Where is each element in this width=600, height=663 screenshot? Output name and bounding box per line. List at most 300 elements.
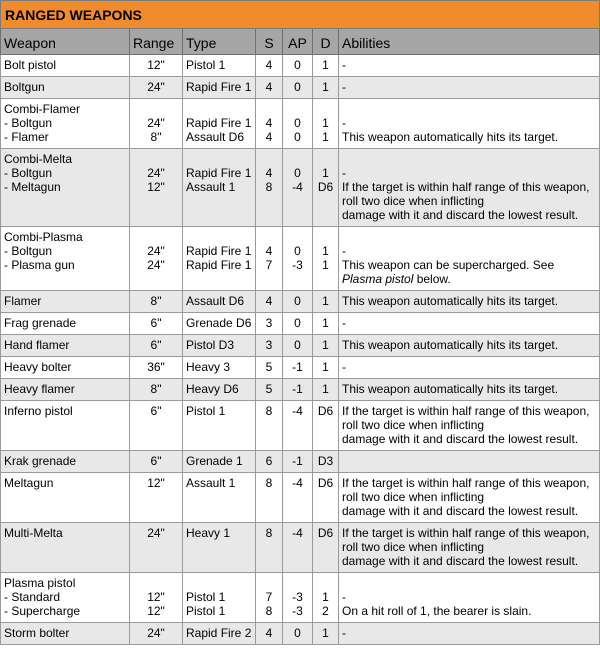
cell-ap [283,379,313,401]
ap-line: 0 [294,166,301,180]
cell-s [256,291,283,313]
cell-abilities [339,55,600,77]
abilities-line: This weapon automatically hits its target. [342,130,559,144]
cell-ap [283,77,313,99]
table-row [1,623,600,645]
weapon-line: - Boltgun [4,244,53,258]
s-line: 4 [265,166,273,180]
type-line: Assault D6 [186,294,245,308]
cell-type [183,451,256,473]
table-row [1,401,600,451]
cell-range [130,573,183,623]
cell-range [130,335,183,357]
cell-range [130,99,183,149]
weapon-line: Combi-Plasma [4,230,83,244]
d-line [316,102,335,116]
weapon-line: Krak grenade [4,454,77,468]
type-line [186,152,252,166]
d-line: 1 [322,166,329,180]
cell-s [256,573,283,623]
cell-type [183,379,256,401]
abilities-tail: below. [413,272,451,286]
range-line: 24" [147,166,165,180]
abilities-line: On a hit roll of 1, the bearer is slain. [342,604,532,618]
cell-abilities [339,313,600,335]
weapon-line: - Supercharge [4,604,81,618]
cell-s [256,401,283,451]
s-line: 8 [265,180,273,194]
cell-d [313,573,339,623]
cell-abilities [339,227,600,291]
ap-line [286,152,309,166]
cell-type [183,313,256,335]
cell-type [183,55,256,77]
ap-line [286,102,309,116]
cell-s [256,227,283,291]
ap-line: 0 [294,294,301,308]
range-line: 12" [147,590,165,604]
ap-line: 0 [294,116,301,130]
cell-type [183,523,256,573]
s-line: 5 [265,360,273,374]
cell-abilities [339,451,600,473]
weapon-line: Flamer [4,294,42,308]
ap-line: 0 [294,130,301,144]
abilities-line [342,102,596,116]
type-line: Heavy D6 [186,382,239,396]
table-row [1,55,600,77]
weapon-line: - Boltgun [4,166,53,180]
weapon-line: Storm bolter [4,626,70,640]
cell-d [313,379,339,401]
range-line: 12" [147,58,165,72]
abilities-line: This weapon can be supercharged. See [342,258,555,272]
d-line: 1 [322,116,329,130]
table-row [1,291,600,313]
abilities-line: - [342,58,346,72]
table-row [1,99,600,149]
d-line: 1 [322,244,329,258]
range-line: 24" [147,80,165,94]
cell-weapon [1,99,130,149]
type-line: Pistol 1 [186,590,226,604]
range-line: 24" [147,244,165,258]
weapon-line: Combi-Melta [4,152,73,166]
weapon-line: - Plasma gun [4,258,75,272]
cell-ap [283,573,313,623]
cell-s [256,55,283,77]
abilities-line: - [342,116,346,130]
abilities-line: - [342,80,346,94]
type-line: Rapid Fire 1 [186,80,252,94]
cell-d [313,473,339,523]
cell-ap [283,623,313,645]
type-line: Pistol 1 [186,404,226,418]
cell-weapon [1,451,130,473]
abilities-line: - [342,244,346,258]
weapon-line: - Meltagun [4,180,61,194]
weapon-line: - Boltgun [4,116,53,130]
cell-range [130,473,183,523]
cell-s [256,451,283,473]
s-line: 4 [265,244,273,258]
s-line: 4 [265,80,273,94]
type-line: Rapid Fire 1 [186,166,252,180]
d-line [316,152,335,166]
cell-abilities [339,149,600,227]
abilities-line: - [342,316,346,330]
table-row [1,77,600,99]
cell-weapon [1,313,130,335]
s-line [259,230,279,244]
ap-line: -1 [292,360,303,374]
weapon-line: Bolt pistol [4,58,57,72]
abilities-line: - [342,166,346,180]
weapon-line: Plasma pistol [4,576,76,590]
cell-range [130,357,183,379]
abilities-line: damage with it and discard the lowest result. [342,554,579,568]
abilities-line: roll two dice when inflicting [342,418,485,432]
s-line: 8 [265,526,273,540]
cell-d [313,99,339,149]
cell-weapon [1,227,130,291]
s-line: 8 [265,476,273,490]
cell-weapon [1,55,130,77]
weapon-line: Hand flamer [4,338,70,352]
type-line: Heavy 1 [186,526,231,540]
d-line: 1 [322,58,329,72]
cell-weapon [1,473,130,523]
abilities-line: roll two dice when inflicting [342,194,485,208]
s-line: 3 [265,316,273,330]
type-line: Rapid Fire 1 [186,244,252,258]
range-line: 24" [147,116,165,130]
ap-line: -3 [292,604,303,618]
cell-ap [283,401,313,451]
cell-abilities [339,379,600,401]
cell-abilities [339,473,600,523]
type-line [186,230,252,244]
d-line: 2 [322,604,329,618]
title-row [1,1,600,29]
cell-abilities [339,77,600,99]
type-line: Assault D6 [186,130,245,144]
abilities-line: If the target is within half range of this weapon, [342,404,590,418]
range-line: 6" [150,404,162,418]
cell-type [183,357,256,379]
d-line: 1 [322,338,329,352]
range-line [133,102,179,116]
cell-abilities [339,623,600,645]
cell-abilities [339,99,600,149]
s-line: 7 [265,258,273,272]
cell-s [256,77,283,99]
cell-s [256,335,283,357]
cell-s [256,357,283,379]
table-row [1,227,600,291]
type-line: Assault 1 [186,476,236,490]
d-line: D6 [317,526,334,540]
abilities-line: This weapon automatically hits its target. [342,338,559,352]
range-line: 12" [147,180,165,194]
cell-range [130,227,183,291]
range-line: 36" [147,360,165,374]
abilities-line [342,152,596,166]
weapon-line: - Standard [4,590,61,604]
cell-range [130,313,183,335]
range-line [133,152,179,166]
cell-weapon [1,623,130,645]
range-line: 24" [147,258,165,272]
cell-type [183,473,256,523]
cell-s [256,523,283,573]
s-line [259,576,279,590]
ap-line: -1 [292,382,303,396]
abilities-line: - [342,590,346,604]
type-line: Rapid Fire 1 [186,258,252,272]
type-line [186,102,252,116]
cell-d [313,523,339,573]
header-abilities: Abilities [339,29,600,55]
header-ap: AP [283,29,313,55]
cell-range [130,451,183,473]
s-line: 8 [265,604,273,618]
weapon-line: Heavy flamer [4,382,75,396]
cell-d [313,227,339,291]
ap-line: -4 [292,180,303,194]
table-row [1,313,600,335]
range-line: 6" [150,316,162,330]
type-line: Pistol 1 [186,58,226,72]
cell-weapon [1,573,130,623]
cell-d [313,401,339,451]
abilities-line: This weapon automatically hits its target. [342,294,559,308]
cell-type [183,227,256,291]
cell-type [183,573,256,623]
abilities-line: This weapon automatically hits its target. [342,382,559,396]
table-title: RANGED WEAPONS [1,1,600,29]
cell-type [183,99,256,149]
weapon-line: Meltagun [4,476,54,490]
cell-d [313,313,339,335]
cell-abilities [339,291,600,313]
table-row [1,335,600,357]
cell-weapon [1,77,130,99]
type-line: Grenade 1 [186,454,243,468]
range-line: 8" [150,382,162,396]
ap-line: -4 [292,526,303,540]
table-row [1,451,600,473]
s-line: 4 [265,294,273,308]
cell-type [183,623,256,645]
ap-line: -3 [292,258,303,272]
cell-ap [283,473,313,523]
type-line: Heavy 3 [186,360,231,374]
table-body [1,55,600,645]
cell-range [130,379,183,401]
abilities-line: If the target is within half range of this weapon, [342,180,590,194]
cell-abilities [339,573,600,623]
cell-range [130,523,183,573]
d-line: 1 [322,626,329,640]
cell-d [313,77,339,99]
cell-type [183,291,256,313]
ap-line: 0 [294,244,301,258]
abilities-line: roll two dice when inflicting [342,490,485,504]
table-row [1,573,600,623]
cell-weapon [1,401,130,451]
header-d: D [313,29,339,55]
abilities-line [342,454,596,468]
weapon-line: Inferno pistol [4,404,73,418]
type-line: Rapid Fire 1 [186,116,252,130]
range-line: 8" [150,130,162,144]
d-line: 1 [322,80,329,94]
cell-ap [283,451,313,473]
weapon-line: Boltgun [4,80,45,94]
cell-weapon [1,357,130,379]
cell-weapon [1,291,130,313]
weapon-line: Frag grenade [4,316,77,330]
range-line: 6" [150,454,162,468]
cell-type [183,401,256,451]
s-line [259,102,279,116]
abilities-line: damage with it and discard the lowest result. [342,504,579,518]
cell-ap [283,357,313,379]
range-line: 8" [150,294,162,308]
d-line: 1 [322,258,329,272]
cell-ap [283,523,313,573]
cell-ap [283,227,313,291]
table-row [1,473,600,523]
d-line: D6 [317,180,334,194]
cell-ap [283,55,313,77]
range-line: 12" [147,476,165,490]
cell-weapon [1,149,130,227]
d-line: 1 [322,294,329,308]
ap-line [286,230,309,244]
cell-range [130,149,183,227]
cell-type [183,335,256,357]
header-type: Type [183,29,256,55]
abilities-line: If the target is within half range of this weapon, [342,476,590,490]
cell-s [256,313,283,335]
cell-weapon [1,523,130,573]
abilities-line [342,576,596,590]
weapon-line: Combi-Flamer [4,102,81,116]
abilities-line: - [342,360,346,374]
cell-range [130,623,183,645]
abilities-line: damage with it and discard the lowest result. [342,432,579,446]
cell-weapon [1,335,130,357]
s-line: 4 [265,626,273,640]
weapon-line: - Flamer [4,130,49,144]
weapon-line: Multi-Melta [4,526,63,540]
table-row [1,149,600,227]
ap-line: -1 [292,454,303,468]
ap-line: -3 [292,590,303,604]
abilities-line [342,230,596,244]
range-line: 6" [150,338,162,352]
cell-ap [283,313,313,335]
cell-d [313,357,339,379]
header-s: S [256,29,283,55]
table-row [1,379,600,401]
s-line: 5 [265,382,273,396]
cell-d [313,55,339,77]
type-line: Grenade D6 [186,316,252,330]
ap-line [286,576,309,590]
cell-s [256,473,283,523]
cell-ap [283,291,313,313]
cell-abilities [339,335,600,357]
s-line: 8 [265,404,273,418]
cell-abilities [339,401,600,451]
cell-d [313,451,339,473]
d-line: 1 [322,316,329,330]
s-line: 3 [265,338,273,352]
range-line: 24" [147,526,165,540]
cell-range [130,291,183,313]
ap-line: 0 [294,58,301,72]
cell-ap [283,149,313,227]
ap-line: 0 [294,316,301,330]
abilities-line [342,272,596,286]
abilities-line: - [342,626,346,640]
ap-line: -4 [292,404,303,418]
d-line: D6 [317,476,334,490]
s-line: 4 [265,58,273,72]
type-line: Pistol 1 [186,604,226,618]
range-line [133,576,179,590]
cell-range [130,55,183,77]
cell-ap [283,99,313,149]
abilities-line: damage with it and discard the lowest result. [342,208,579,222]
cell-s [256,99,283,149]
table-row [1,357,600,379]
cell-type [183,77,256,99]
cell-range [130,401,183,451]
cell-ap [283,335,313,357]
ap-line: -4 [292,476,303,490]
s-line [259,152,279,166]
range-line: 24" [147,626,165,640]
d-line: 1 [322,590,329,604]
ap-line: 0 [294,338,301,352]
ap-line: 0 [294,80,301,94]
ap-line: 0 [294,626,301,640]
cell-s [256,379,283,401]
cell-abilities [339,523,600,573]
d-line [316,576,335,590]
range-line: 12" [147,604,165,618]
header-range: Range [130,29,183,55]
header-weapon: Weapon [1,29,130,55]
d-line: D6 [317,404,334,418]
weapon-line: Heavy bolter [4,360,72,374]
s-line: 4 [265,116,273,130]
cell-weapon [1,379,130,401]
table-row [1,523,600,573]
range-line [133,230,179,244]
cell-d [313,149,339,227]
cell-abilities [339,357,600,379]
d-line: 1 [322,360,329,374]
abilities-line: If the target is within half range of this weapon, [342,526,590,540]
d-line: D3 [317,454,334,468]
d-line: 1 [322,382,329,396]
cell-s [256,623,283,645]
